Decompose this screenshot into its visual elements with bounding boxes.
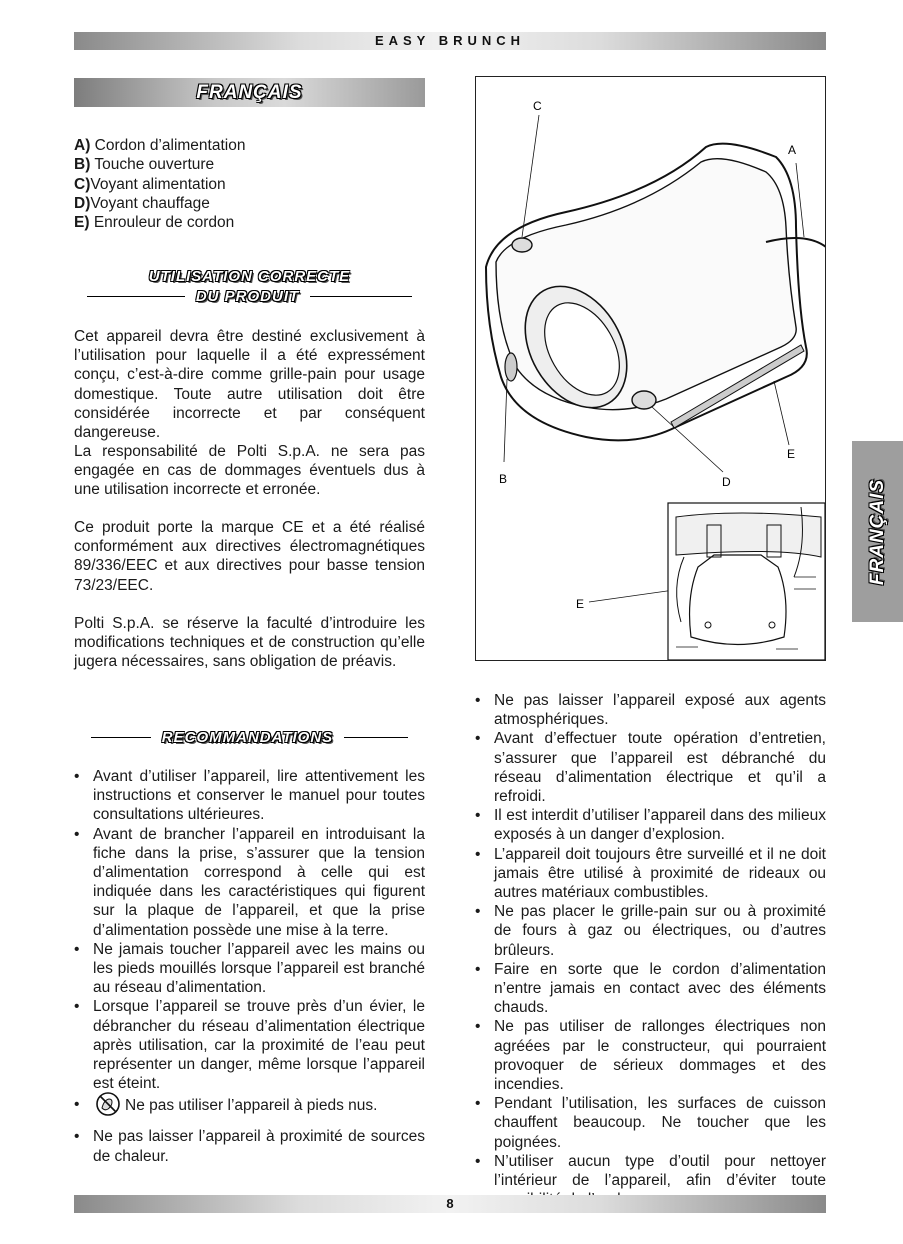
document-title: EASY BRUNCH (374, 33, 526, 48)
label-b: B (499, 472, 508, 486)
divider (91, 737, 151, 738)
heating-light (632, 391, 656, 409)
divider (87, 296, 185, 297)
usage-paragraph: Ce produit porte la marque CE et a été réalisé conformément aux directives électromagnétiques 89/336/EEC et aux directives pour basse tension 73/23/EEC. (74, 519, 425, 594)
side-tab-label: FRANÇAIS (866, 478, 888, 585)
list-item: • Ne pas laisser l’appareil exposé aux agents atmosphériques. (475, 691, 826, 729)
recommendations-heading (74, 729, 425, 747)
recommendations-title: RECOMMANDATIONS (161, 729, 334, 746)
list-item: • Avant d’effectuer toute opération d’entretien, s’assurer que l’appareil est débranché du réseau d’alimentation électrique et qu’il a refroidi. (475, 729, 826, 806)
usage-paragraph: Polti S.p.A. se réserve la faculté d’introduire les modifications techniques et de construction qu’elle jugera nécessaires, sans obligation de préavis. (74, 615, 425, 671)
product-figure (475, 76, 826, 661)
recommendations-list-right (475, 691, 826, 1209)
label-d: D (722, 475, 731, 489)
list-item: • Faire en sorte que le cordon d’alimentation n’entre jamais en contact avec des éléments chauds. (475, 960, 826, 1018)
usage-heading (74, 268, 425, 306)
usage-paragraph: Cet appareil devra être destiné exclusivement à l’utilisation pour laquelle il a été expressément conçu, c’est-à-dire comme grille-pain pour usage domestique. Toute autre utilisation doit être considérée incorrecte et par conséquent dangereuse. (74, 328, 425, 442)
power-light (512, 238, 532, 252)
footer-band (74, 1195, 826, 1213)
list-item: • Ne pas utiliser de rallonges électriques non agréées par le constructeur, qui pourraient provoquer de sérieux dommages et des incendies. (475, 1017, 826, 1094)
list-item: • Il est interdit d’utiliser l’appareil dans des milieux exposés à un danger d’explosion. (475, 806, 826, 844)
toaster-illustration (476, 77, 825, 660)
usage-title-line1: UTILISATION CORRECTE (148, 268, 351, 285)
part-item: A) Cordon d’alimentation (74, 137, 246, 154)
list-item: • Pendant l’utilisation, les surfaces de cuisson chauffent beaucoup. Ne toucher que les poignées. (475, 1094, 826, 1152)
parts-list (74, 136, 245, 232)
list-item: • L’appareil doit toujours être surveillé et il ne doit jamais être utilisé à proximité de rideaux ou autres matériaux combustibles. (475, 845, 826, 903)
part-item: B) Touche ouverture (74, 156, 215, 174)
list-item: • N’utiliser aucun type d’outil pour nettoyer l’intérieur de l’appareil, afin d’éviter toute (475, 1152, 826, 1210)
recommendations-list-left (74, 767, 425, 1166)
no-bare-feet-icon (93, 1091, 123, 1117)
language-side-tab (852, 441, 903, 622)
list-item: • Lorsque l’appareil se trouve près d’un évier, le débrancher du réseau d’alimentation électrique après utilisation, car la proximité de l’eau peut représenter un danger, même lorsque l’appareil est éteint. (74, 997, 425, 1093)
label-e: E (576, 597, 585, 611)
language-title: FRANÇAIS (196, 82, 303, 103)
list-item: • Ne jamais toucher l’appareil avec les mains ou les pieds mouillés lorsque l’appareil est branché au réseau d’alimentation. (74, 940, 425, 998)
list-item: • Avant de brancher l’appareil en introduisant la fiche dans la prise, s’assurer que la tension d’alimentation correspond à celle qui est indiquée dans les caractéristiques qui figurent sur la plaque de l’appareil, et que la prise d’alimentation possède une mise à la terre. (74, 825, 425, 940)
list-item: • Avant d’utiliser l’appareil, lire attentivement les instructions et conserver le manuel pour toutes consultations ultérieures. (74, 767, 425, 825)
divider (344, 737, 408, 738)
usage-paragraph: La responsabilité de Polti S.p.A. ne sera pas engagée en cas de dommages éventuels dus à une utilisation incorrecte et erronée. (74, 443, 425, 499)
page-number: 8 (446, 1196, 454, 1211)
list-item: • Ne pas placer le grille-pain sur ou à proximité de fours à gaz ou électriques, ou d’autres brûleurs. (475, 902, 826, 960)
open-button (505, 353, 517, 381)
header-band (74, 32, 826, 50)
label-a: A (788, 143, 797, 157)
list-item (74, 1095, 425, 1117)
part-item: D)Voyant chauffage (74, 194, 210, 212)
list-item-text: Ne pas utiliser l’appareil à pieds nus. (125, 1097, 378, 1115)
part-item: E) Enrouleur de cordon (74, 214, 235, 232)
label-c: C (533, 99, 542, 113)
label-e: E (787, 447, 796, 461)
part-item: C)Voyant alimentation (74, 175, 226, 193)
list-item: • Ne pas laisser l’appareil à proximité de sources de chaleur. (74, 1127, 425, 1165)
language-title-box (74, 78, 425, 107)
usage-title-line2: DU PRODUIT (195, 288, 300, 305)
divider (310, 296, 412, 297)
